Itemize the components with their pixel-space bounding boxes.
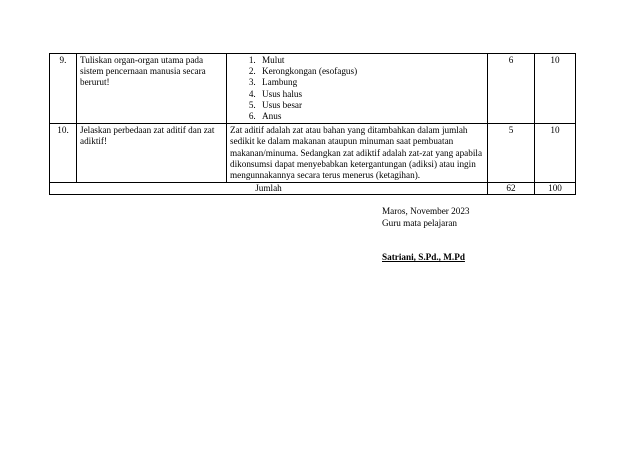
list-item: 1. Mulut	[258, 55, 484, 66]
total-label: Jumlah	[50, 183, 488, 195]
signature-name: Satriani, S.Pd., M.Pd	[382, 252, 465, 262]
max-score-cell: 10	[535, 124, 576, 183]
list-item: 2. Kerongkongan (esofagus)	[258, 66, 484, 77]
row-number: 10.	[50, 124, 77, 183]
total-max-score: 100	[535, 183, 576, 195]
question-text: Tuliskan organ-organ utama pada sistem pencernaan manusia secara berurut!	[77, 54, 227, 124]
signature-place-date: Maros, November 2023	[382, 206, 470, 216]
question-text: Jelaskan perbedaan zat aditif dan zat adiktif!	[77, 124, 227, 183]
table-row	[50, 124, 576, 183]
max-score-cell: 10	[535, 54, 576, 124]
total-row	[50, 183, 576, 195]
row-number: 9.	[50, 54, 77, 124]
table-row	[50, 54, 576, 124]
answer-text: Zat aditif adalah zat atau bahan yang ditambahkan dalam jumlah sedikit ke dalam makanan ataupun minuman saat pembuatan makanan/minuma. Sedangkan zat adiktif adalah zat-zat yang apabila dikonsumsi dapat menyebabkan ketergantungan (adiksi) atau ingin mengunnakannya secara terus menerus (ketagihan).	[227, 124, 488, 183]
list-item: 4. Usus halus	[258, 89, 484, 100]
signature-role: Guru mata pelajaran	[382, 218, 457, 228]
list-item: 3. Lambung	[258, 77, 484, 88]
list-item: 5. Usus besar	[258, 100, 484, 111]
total-score: 62	[488, 183, 535, 195]
score-cell: 5	[488, 124, 535, 183]
score-cell: 6	[488, 54, 535, 124]
list-item: 6. Anus	[258, 111, 484, 122]
answer-key-table	[49, 53, 576, 195]
answer-list	[230, 55, 484, 122]
answer-cell	[227, 54, 488, 124]
